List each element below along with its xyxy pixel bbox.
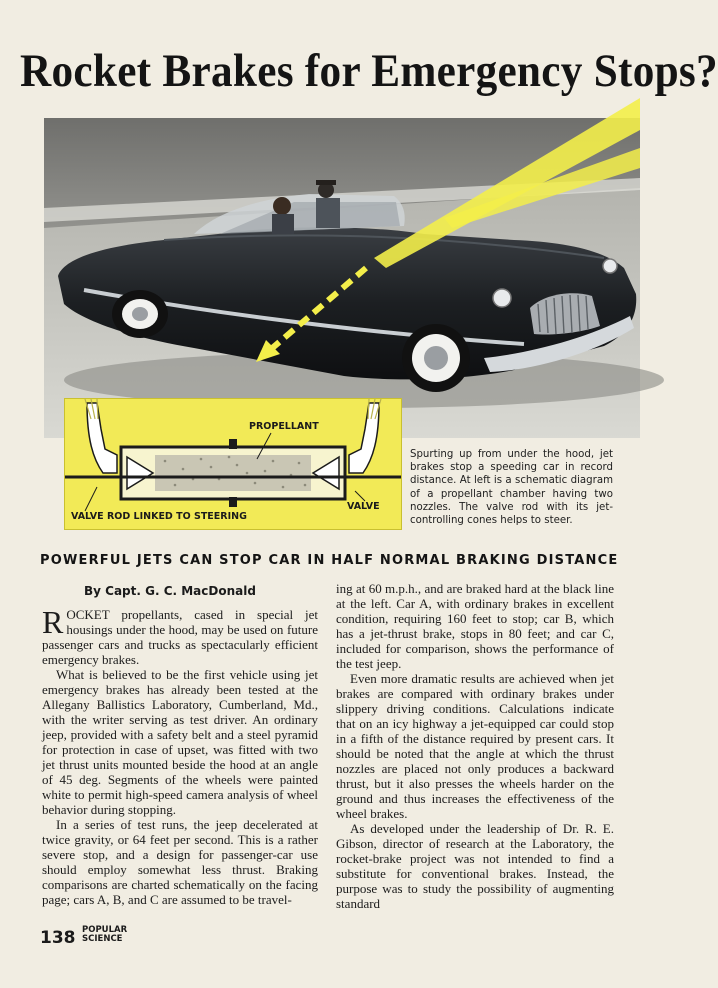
article-paragraph: What is believed to be the first vehicle using jet emergency brakes has already been tested at the Allegany Ballistics Laboratory, Cumberland, Md., with the writer serving as test driver. An ordinary jeep, provided with a safety belt and a steel pyramid for protection in case of upset, was fitted with two jet thrust units mounted beside the hood at an angle of 45 deg. Segments of the wheels were painted white to permit high-speed camera analysis of wheel behavior during stopping. xyxy=(42,667,318,817)
article-deck: POWERFUL JETS CAN STOP CAR IN HALF NORMAL BRAKING DISTANCE xyxy=(40,553,619,568)
byline: By Capt. G. C. MacDonald xyxy=(84,584,256,598)
propellant-chamber-diagram xyxy=(64,398,402,530)
drop-cap: R xyxy=(42,604,64,640)
article-paragraph: Even more dramatic results are achieved when jet brakes are compared with ordinary brakes under slippery driving conditions. Calculations indicate that on an icy highway a jet-equipped car could stop in a fifth of the distance required by present cars. It should be noted that the angle at which the thrust nozzles are placed not only produces a backward thrust, but it also presses the wheels harder on the ground and thus increases the effectiveness of the wheel brakes. xyxy=(336,671,614,821)
article-column-left xyxy=(42,604,318,907)
valve-rod-label: VALVE ROD LINKED TO STEERING xyxy=(71,511,247,522)
article-column-right xyxy=(336,581,614,911)
valve-label: VALVE xyxy=(347,501,380,512)
car-illustration xyxy=(44,118,640,438)
article-paragraph: ing at 60 m.p.h., and are braked hard at the black line at the left. Car A, with ordinary brakes in excellent condition, requiring 160 feet to stop; car B, which has a jet-thrust brake, stops in 80 feet; and car C, included for comparison, shows the performance of the test jeep. xyxy=(336,581,614,671)
headline: Rocket Brakes for Emergency Stops? xyxy=(20,45,718,97)
page-number: 138 xyxy=(40,928,76,948)
article-paragraph: ROCKET propellants, cased in special jet housings under the hood, may be used on future passenger cars and trucks as spectacularly efficient emergency brakes. xyxy=(42,604,318,667)
article-paragraph: As developed under the leadership of Dr. R. E. Gibson, director of research at the Laboratory, the rocket-brake project was not intended to find a substitute for conventional brakes. Instead, the purpose was to study the possibility of augmenting standard xyxy=(336,821,614,911)
magazine-name: POPULAR SCIENCE xyxy=(82,925,128,944)
propellant-label: PROPELLANT xyxy=(249,421,319,432)
figure-caption: Spurting up from under the hood, jet brakes stop a speeding car in record distance. At left is a schematic diagram of a propellant chamber having two nozzles. The valve rod with its jet-controlling cones helps to steer. xyxy=(410,449,613,527)
article-paragraph: In a series of test runs, the jeep decelerated at twice gravity, or 64 feet per second. This is a rather severe stop, and a design for passenger-car use should employ somewhat less thrust. Braking comparisons are charted schematically on the facing page; cars A, B, and C are assumed to be travel- xyxy=(42,817,318,907)
